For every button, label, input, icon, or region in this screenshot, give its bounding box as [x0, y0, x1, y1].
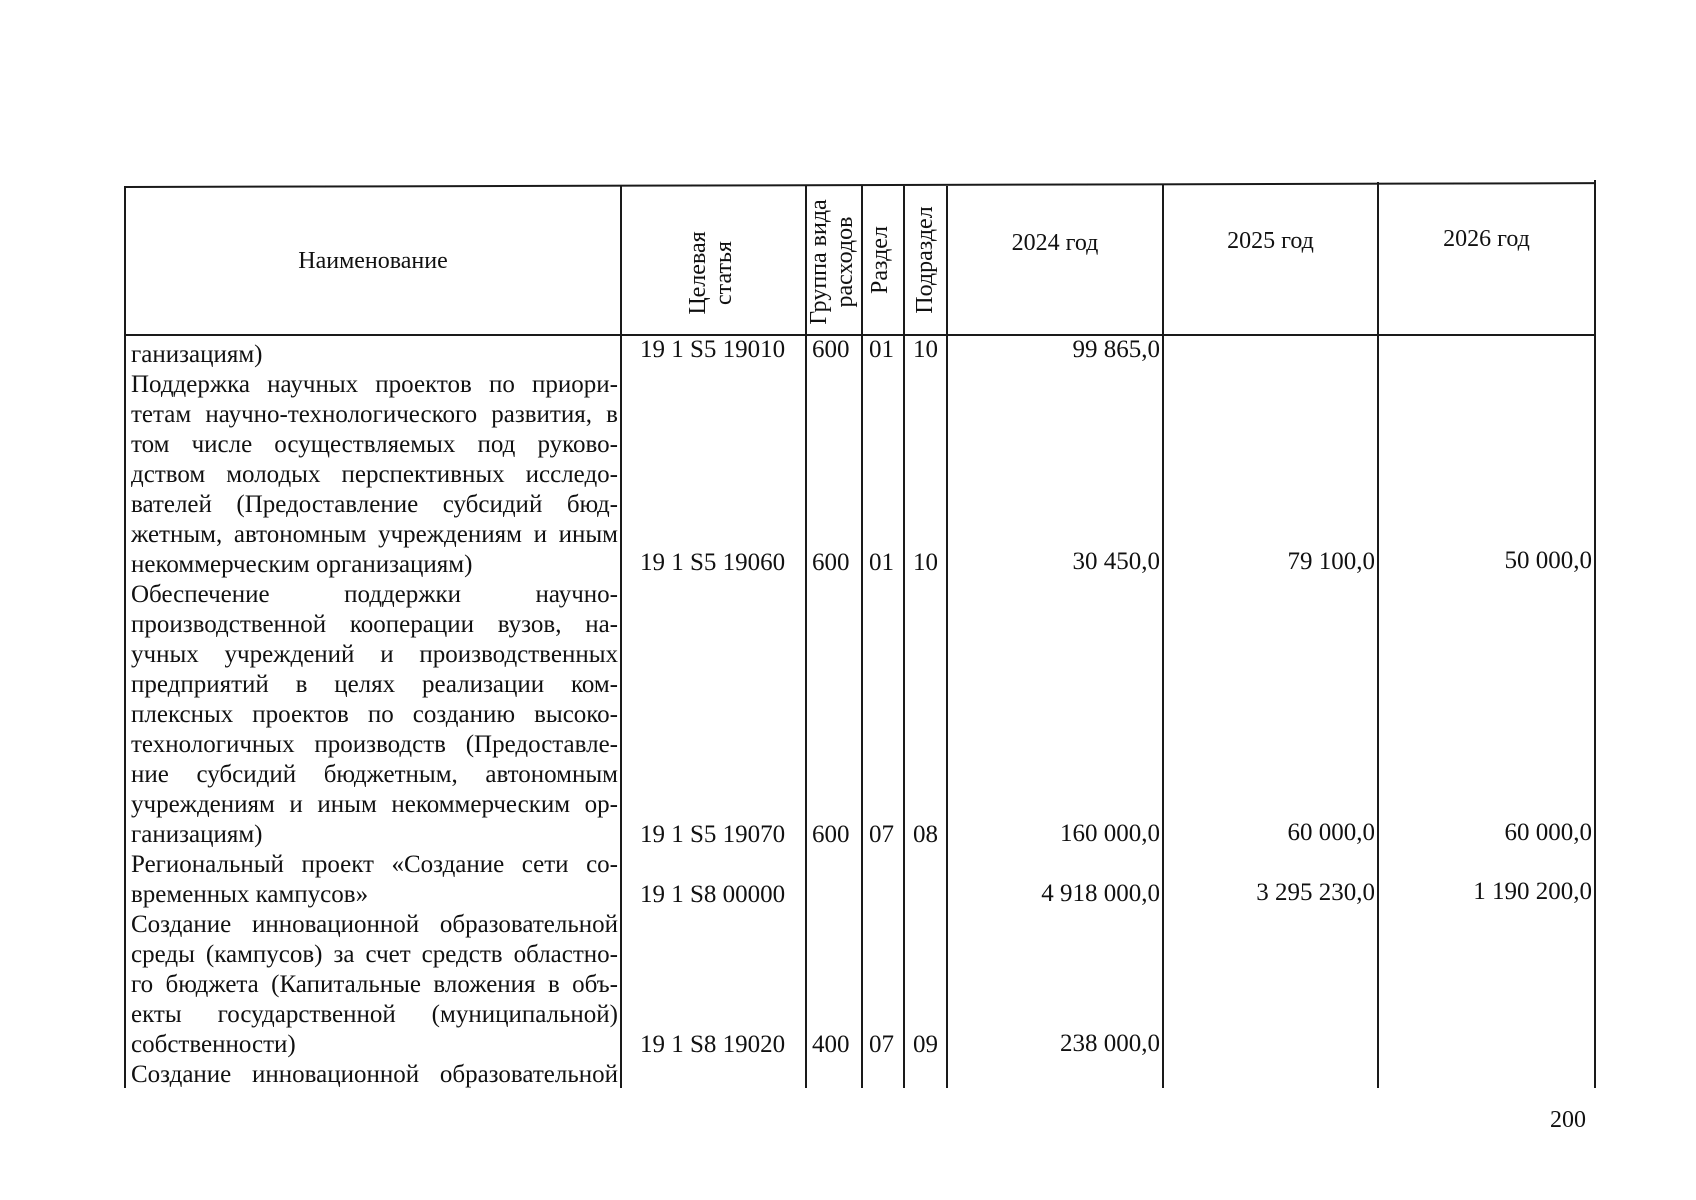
name-line: временных кампусов»: [131, 881, 369, 908]
col-border-name-code: [620, 186, 622, 1088]
header-subsection: Подраздел: [912, 206, 938, 314]
name-line: го бюджета (Капитальные вложения в объ-: [131, 971, 618, 998]
row-code: 19 1 S5 19010: [640, 336, 786, 363]
name-line: ние субсидий бюджетным, автономным: [131, 761, 618, 788]
name-line: плексных проектов по созданию высоко-: [131, 701, 618, 728]
header-name: Наименование: [298, 248, 448, 274]
row-section: 07: [869, 821, 894, 848]
row-2025: 79 100,0: [1287, 548, 1375, 575]
name-line: ганизациям): [131, 821, 263, 848]
name-line: вателей (Предоставление субсидий бюд-: [131, 491, 618, 518]
row-2024: 30 450,0: [1072, 548, 1160, 575]
name-line: Обеспечение поддержки научно-: [131, 581, 618, 608]
row-group: 600: [812, 549, 850, 576]
name-line: том числе осуществляемых под руково-: [131, 431, 618, 458]
header-2025: 2025 год: [1227, 228, 1314, 254]
name-line: дством молодых перспективных исследо-: [131, 461, 618, 488]
row-2026: 50 000,0: [1504, 547, 1592, 574]
row-2024: 99 865,0: [1072, 336, 1160, 363]
row-group: 600: [812, 336, 850, 363]
col-border-left: [124, 188, 126, 1088]
row-subsection: 09: [913, 1031, 938, 1058]
name-line: технологичных производств (Предоставле-: [131, 731, 618, 758]
row-2025: 60 000,0: [1287, 819, 1375, 846]
row-code: 19 1 S5 19060: [640, 549, 786, 576]
name-line: учреждениям и иным некоммерческим ор-: [131, 791, 618, 818]
header-2024: 2024 год: [1011, 230, 1099, 256]
row-2026: 1 190 200,0: [1473, 878, 1592, 905]
row-group: 400: [812, 1031, 850, 1058]
name-line: предприятий в целях реализации ком-: [131, 671, 618, 698]
col-border-right: [1594, 180, 1596, 1088]
name-line: жетным, автономным учреждениям и иным: [131, 521, 618, 548]
name-line: Поддержка научных проектов по приори-: [131, 371, 618, 398]
row-2024: 238 000,0: [1060, 1030, 1160, 1057]
header-2026: 2026 год: [1443, 226, 1530, 252]
name-line: среды (кампусов) за счет средств областно-: [131, 941, 618, 968]
col-border-2024-2025: [1162, 184, 1164, 1088]
name-line: тетам научно-технологического развития, в: [131, 401, 618, 428]
name-line: Региональный проект «Создание сети со-: [131, 851, 618, 878]
page-number: 200: [1550, 1107, 1586, 1133]
name-line: Создание инновационной образовательной: [131, 911, 618, 938]
row-2024: 4 918 000,0: [1041, 880, 1160, 907]
name-line: собственности): [131, 1031, 296, 1058]
row-subsection: 08: [913, 821, 938, 848]
row-section: 01: [869, 549, 894, 576]
row-section: 01: [869, 336, 894, 363]
header-expense-group: Группа вида расходов: [806, 199, 858, 325]
row-2025: 3 295 230,0: [1256, 879, 1375, 906]
name-line: производственной кооперации вузов, на-: [131, 611, 618, 638]
name-line: екты государственной (муниципальной): [131, 1001, 618, 1028]
row-code: 19 1 S5 19070: [640, 821, 786, 848]
col-border-2025-2026: [1377, 182, 1379, 1088]
col-border-subsection-2024: [946, 186, 948, 1088]
col-border-section-subsection: [903, 186, 905, 1088]
name-line: Создание инновационной образовательной: [131, 1061, 618, 1088]
name-line: ганизациям): [131, 341, 263, 368]
col-border-group-section: [861, 186, 863, 1088]
header-target-article: Целевая статья: [685, 231, 737, 315]
table-top-border: [124, 182, 1596, 188]
name-line: учных учреждений и производственных: [131, 641, 618, 668]
row-section: 07: [869, 1031, 894, 1058]
row-2026: 60 000,0: [1504, 819, 1592, 846]
row-subsection: 10: [913, 336, 938, 363]
row-group: 600: [812, 821, 850, 848]
name-column: [131, 340, 618, 1090]
name-line: некоммерческим организациям): [131, 551, 473, 578]
row-2024: 160 000,0: [1060, 820, 1160, 847]
row-code: 19 1 S8 19020: [640, 1031, 786, 1058]
row-code: 19 1 S8 00000: [640, 881, 786, 908]
row-subsection: 10: [913, 549, 938, 576]
header-section: Раздел: [867, 226, 893, 294]
